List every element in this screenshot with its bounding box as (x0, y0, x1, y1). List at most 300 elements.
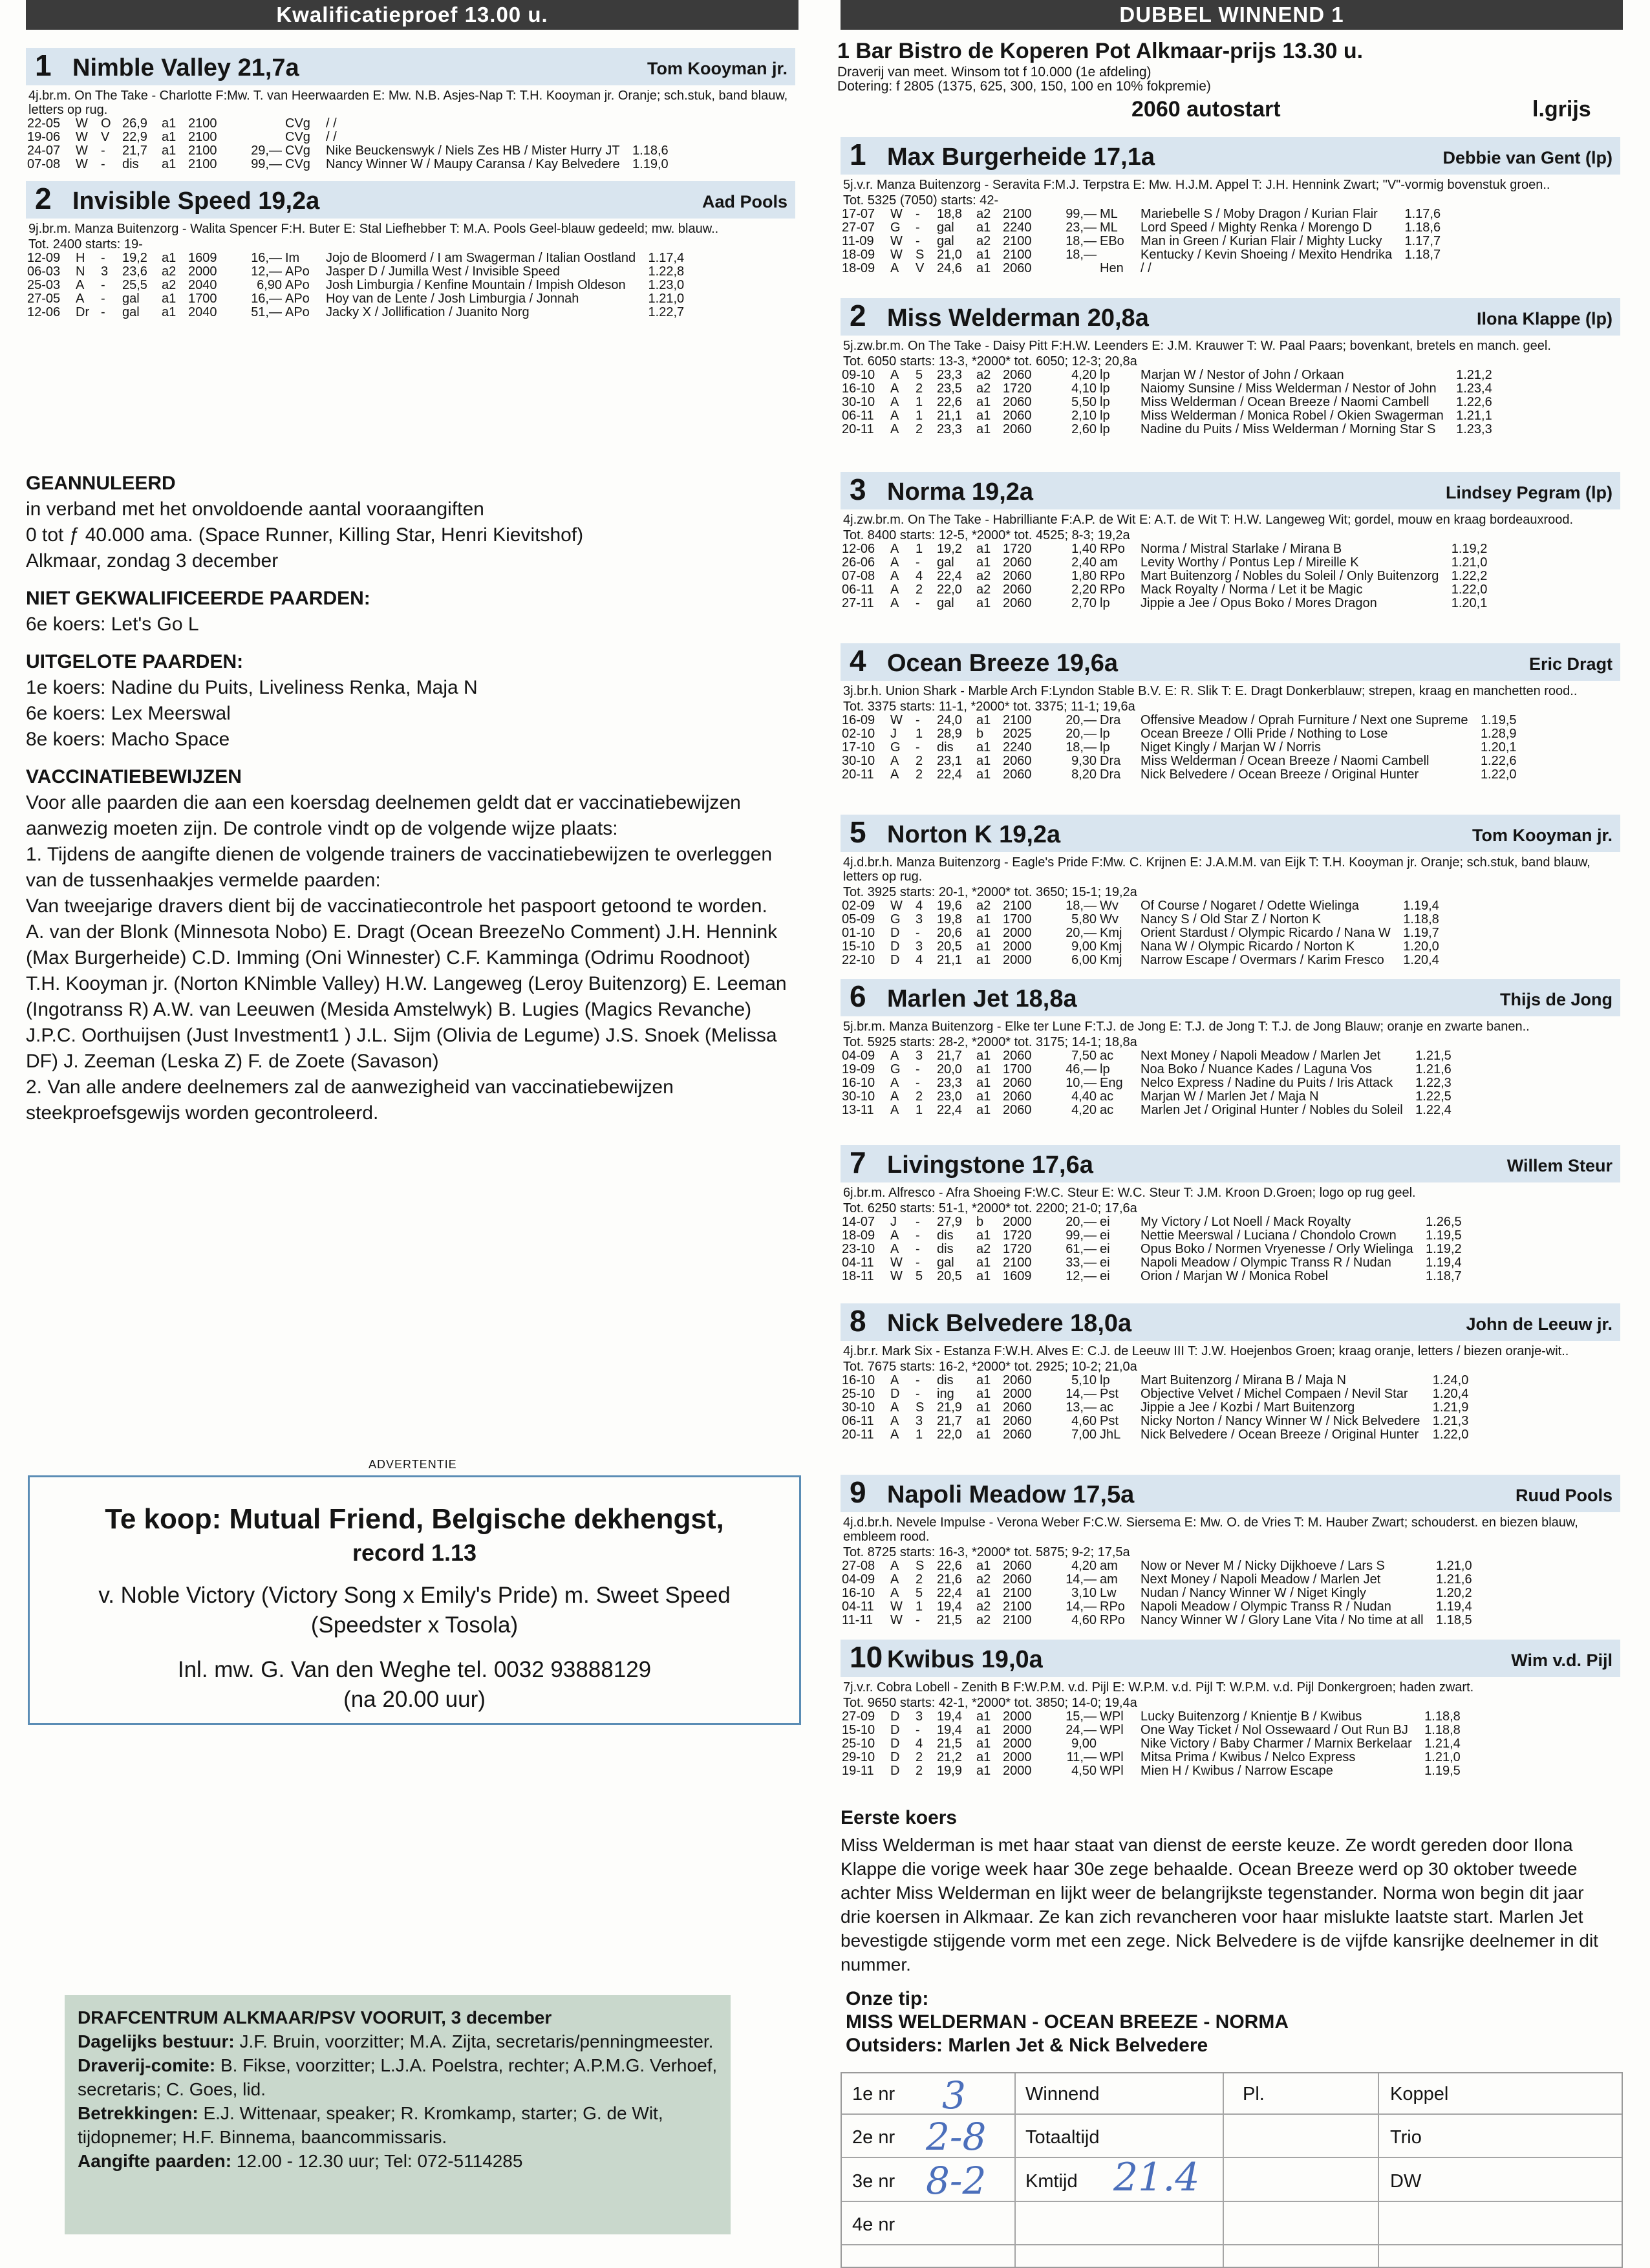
race-history-cell: - (101, 251, 105, 265)
ad-title: Te koop: Mutual Friend, Belgische dekhengst, (105, 1503, 724, 1535)
race-history-cell: a2 (976, 1572, 991, 1587)
race-history-cell: 4,50 (1071, 1764, 1097, 1778)
race-history-cell: a2 (976, 899, 991, 913)
race-history-cell: 13,— (1066, 1400, 1097, 1415)
race-history-cell: 27-08 (842, 1559, 875, 1573)
driver-name: Ruud Pools (1516, 1486, 1612, 1505)
race-history-cell: ei (1100, 1269, 1110, 1283)
race-history-cell: A (890, 1559, 899, 1573)
race-history-cell: Jippie a Jee / Kozbi / Mart Buitenzorg (1141, 1400, 1355, 1415)
race-history-cell: ei (1100, 1256, 1110, 1270)
race-history-cell: - (916, 220, 920, 235)
race-history-cell: 2040 (188, 305, 217, 319)
race-history-cell: / / (326, 116, 337, 131)
grid-row-label: 4e nr (852, 2214, 895, 2235)
horse-entry (841, 643, 1620, 782)
race-history-cell: 15,— (1066, 1709, 1097, 1724)
race-history-cell: 04-11 (842, 1256, 874, 1270)
race-history-cell: - (916, 740, 920, 754)
eerste-koers (841, 1807, 1616, 1976)
race-history-cell: 4,20 (1071, 1103, 1097, 1117)
race-history-row (842, 926, 1442, 940)
race-history-cell: 2060 (1003, 1414, 1032, 1428)
race-history-cell: Mariebelle S / Moby Dragon / Kurian Flair (1141, 207, 1378, 221)
onze-tip (846, 1988, 1609, 2057)
ad-label: ADVERTENTIE (369, 1458, 457, 1471)
race-history-cell: 5,10 (1071, 1373, 1097, 1387)
driver-name: Ilona Klappe (lp) (1476, 309, 1612, 328)
horse-title-bar (841, 298, 1620, 336)
race-history-cell: 2,20 (1071, 583, 1097, 597)
race-history-row (842, 1090, 1455, 1104)
race-history-cell: 4,20 (1071, 1559, 1097, 1573)
race-history-cell: WPl (1100, 1723, 1124, 1737)
race-history-row (842, 583, 1490, 597)
uitgeloot-line: 8e koers: Macho Space (26, 729, 230, 750)
race-history-cell: A (890, 596, 899, 610)
race-history-cell: 27-11 (842, 596, 874, 610)
race-history-cell: 3 (916, 939, 923, 954)
grid-right-label: Koppel (1390, 2084, 1449, 2104)
race-history-cell: Kmj (1100, 939, 1122, 954)
race-history-cell: Pst (1100, 1387, 1119, 1401)
race-history-row (842, 597, 1490, 610)
race-history-cell: APo (285, 292, 310, 306)
race-history-row (842, 754, 1520, 768)
race-history-cell: a1 (976, 1559, 991, 1573)
race-history-cell: 18,— (1066, 234, 1097, 248)
horse-stats: Tot. 9650 starts: 42-1, *2000* tot. 3850; 14-0; 19,4a (843, 1696, 1137, 1710)
race-history-cell: Nike Beuckenswyk / Niels Zes HB / Mister Hurry JT (326, 144, 620, 158)
race-history-cell: 1.18,8 (1403, 912, 1439, 926)
race-history-cell: 19-11 (842, 1764, 874, 1778)
race-history-cell: Marjan W / Nestor of John / Orkaan (1141, 368, 1344, 382)
race-history-cell: 2100 (1003, 1586, 1032, 1600)
race-history-cell: 2060 (1003, 596, 1032, 610)
race-history-cell: ac (1100, 1089, 1114, 1104)
race-history-cell: 2100 (188, 157, 217, 171)
race-history-cell: 1.18,7 (1426, 1269, 1462, 1283)
race-history-cell: 19,6 (937, 899, 962, 913)
race-history-cell: O (101, 116, 111, 131)
race-history-cell: 2060 (1003, 1400, 1032, 1415)
race-history-cell: 18,— (1066, 740, 1097, 754)
race-history-cell: 2000 (1003, 1215, 1032, 1229)
race-history-cell: 06-03 (27, 264, 61, 279)
race-history-cell: S (916, 1559, 925, 1573)
race-history-cell: 2 (916, 1764, 923, 1778)
race-history-cell: 02-10 (842, 727, 875, 741)
race-history-cell: 19-09 (842, 1062, 875, 1076)
horse-pedigree: 4j.zw.br.m. On The Take - Habrilliante F:A.P. de Wit E: A.T. de Wit T: H.W. Langeweg Wit; gordel, mouw en kraag bordeauxrood. (843, 513, 1574, 527)
race-history-cell: a1 (976, 740, 991, 754)
race-history-cell: 18-09 (842, 1228, 875, 1243)
race-history-cell: 1700 (1003, 912, 1032, 926)
race-history-row (842, 1374, 1472, 1387)
uitgeloot-line: 6e koers: Lex Meerswal (26, 703, 231, 724)
horse-name: Max Burgerheide 17,1a (887, 144, 1155, 171)
race-history-cell: D (890, 1737, 900, 1751)
race-history-cell: Nick Belvedere / Ocean Breeze / Original Hunter (1141, 767, 1419, 782)
race-history-cell: a1 (976, 939, 991, 954)
race-history-cell: 04-11 (842, 1599, 874, 1614)
horse-pedigree: 4j.d.br.h. Manza Buitenzorg - Eagle's Pride F:Mw. C. Krijnen E: J.A.M.M. van Eijk T: T.H. Kooyman jr. Oranje; sch.stuk, band blauw, letters op rug. (843, 855, 1591, 884)
drafcentrum-line: Draverij-comite: B. Fikse, voorzitter; L.J.A. Poelstra, rechter; A.P.M.G. Verhoef, secretaris; C. Goes, lid. (78, 2055, 718, 2099)
race-history-cell: 20,5 (937, 939, 962, 954)
horse-title-bar (26, 181, 795, 219)
race-history-cell (1047, 262, 1100, 275)
race-history-cell: a1 (162, 116, 177, 131)
grid-row-label: 3e nr (852, 2171, 895, 2192)
race-history-cell: 01-10 (842, 926, 875, 940)
tip-outsiders: Outsiders: Marlen Jet & Nick Belvedere (846, 2035, 1208, 2056)
grid-right-label: Trio (1390, 2127, 1422, 2148)
race-history-cell: Wv (1100, 912, 1119, 926)
horse-name: Nimble Valley 21,7a (72, 54, 299, 81)
race-history-cell: 1.23,0 (648, 278, 685, 292)
horse-entry (26, 181, 795, 319)
horse-name: Livingstone 17,6a (887, 1151, 1093, 1179)
race-history-cell: J (890, 1215, 897, 1229)
grid-mid-label: Winnend (1025, 2084, 1100, 2104)
race-history-cell: 20,0 (937, 1062, 962, 1076)
race-history-cell: 99,— (1066, 1228, 1097, 1243)
race-history-row (842, 221, 1444, 235)
race-history-cell: Dr (76, 305, 90, 319)
race-history-cell: W (76, 144, 88, 158)
race-history-cell: a1 (976, 1103, 991, 1117)
horse-info (841, 339, 1620, 369)
race-history-cell: Mien H / Kwibus / Narrow Escape (1141, 1764, 1333, 1778)
race-history-cell: 2060 (1003, 422, 1032, 436)
race-history-table (842, 1374, 1472, 1442)
race-history-cell: a1 (976, 1089, 991, 1104)
ad-record: record 1.13 (352, 1539, 477, 1566)
race-history-cell: - (916, 1613, 920, 1627)
race-history-cell: dis (937, 1373, 954, 1387)
race-history-cell: 09-10 (842, 368, 875, 382)
race-history-cell: N (76, 264, 85, 279)
race-history-cell: 1.19,4 (1403, 899, 1439, 913)
race-history-cell: 1 (916, 1599, 923, 1614)
race-history-cell: 1 (916, 1103, 923, 1117)
horse-entry (841, 1475, 1620, 1627)
drafcentrum-line: Dagelijks bestuur: J.F. Bruin, voorzitter; M.A. Zijta, secretaris/penningmeester. (78, 2031, 714, 2051)
race-history-cell: 2000 (1003, 1750, 1032, 1764)
horse-number: 2 (35, 182, 52, 215)
race-history-cell (1100, 1737, 1141, 1751)
race-history-cell: 22,0 (937, 1428, 962, 1442)
race-history-cell: 4,20 (1071, 368, 1097, 382)
race-history-cell: a1 (976, 1586, 991, 1600)
horse-name: Marlen Jet 18,8a (887, 985, 1077, 1012)
race-history-cell: W (890, 234, 903, 248)
race-history-cell: A (890, 767, 899, 782)
race-history-cell: Napoli Meadow / Olympic Transs R / Nudan (1141, 1256, 1391, 1270)
race-history-cell: A (76, 292, 85, 306)
race-history-cell: 1.22,0 (1480, 767, 1517, 782)
race-history-cell: am (1100, 1572, 1118, 1587)
race-history-cell: Of Course / Nogaret / Odette Wielinga (1141, 899, 1359, 913)
race-history-cell: 1.21,1 (1456, 409, 1492, 423)
race-history-cell: 07-08 (27, 157, 61, 171)
race-history-cell: CVg (285, 144, 310, 158)
race-history-cell: 30-10 (842, 395, 875, 409)
race-history-cell: a2 (976, 207, 991, 221)
race-history-cell: A (890, 1572, 899, 1587)
race-history-cell: Dra (1100, 754, 1121, 768)
race-history-cell: - (916, 1373, 920, 1387)
race-history-row (842, 1764, 1464, 1778)
race-history-cell: - (916, 1242, 920, 1256)
grid-pl-label: Pl. (1243, 2084, 1265, 2104)
race-history-cell: ei (1100, 1228, 1110, 1243)
horse-number: 4 (850, 644, 866, 678)
race-history-cell: 23,— (1066, 220, 1097, 235)
race-history-row (842, 1243, 1465, 1256)
race-history-cell: Next Money / Napoli Meadow / Marlen Jet (1141, 1572, 1381, 1587)
race-history-cell: a2 (976, 381, 991, 396)
race-history-cell: 7,00 (1071, 1428, 1097, 1442)
race-history-cell: a1 (976, 261, 991, 275)
race-history-cell: One Way Ticket / Nol Ossewaard / Out Run BJ (1141, 1723, 1408, 1737)
race-history-cell: 1.17,6 (1404, 207, 1441, 221)
race-history-cell: lp (1100, 740, 1110, 754)
horse-title-bar (841, 1145, 1620, 1182)
race-history-cell: 16,— (251, 251, 282, 265)
race-title: 1 Bar Bistro de Koperen Pot Alkmaar-prijs 13.30 u. (837, 39, 1364, 63)
race-history-cell: - (916, 234, 920, 248)
race-history-cell: 25-10 (842, 1737, 875, 1751)
race-history-cell: 1.22,2 (1451, 569, 1488, 583)
race-history-cell: Pst (1100, 1414, 1119, 1428)
race-history-cell: 19,8 (937, 912, 962, 926)
horse-number: 7 (850, 1146, 866, 1179)
notices (26, 471, 789, 1126)
race-history-cell: a1 (976, 1373, 991, 1387)
race-history-cell: EBo (1100, 234, 1124, 248)
race-history-cell: 2 (916, 1750, 923, 1764)
race-history-cell: Kentucky / Kevin Shoeing / Mexito Hendrika (1141, 248, 1393, 262)
race-history-cell: 21,1 (937, 409, 962, 423)
race-history-cell: 2000 (1003, 1737, 1032, 1751)
race-history-cell: 2 (916, 583, 923, 597)
race-history-cell: W (890, 248, 903, 262)
race-history-row (842, 369, 1495, 382)
race-history-cell: 21,7 (937, 1049, 962, 1063)
race-history-cell: 61,— (1066, 1242, 1097, 1256)
race-history-cell: 19-06 (27, 130, 61, 144)
race-history-cell: a1 (976, 1750, 991, 1764)
race-history-cell: a1 (976, 1764, 991, 1778)
race-history-cell (233, 117, 285, 131)
driver-name: Lindsey Pegram (lp) (1445, 483, 1612, 502)
horse-pedigree: 5j.br.m. Manza Buitenzorg - Elke ter Lune F:T.J. de Jong E: T.J. de Jong T: T.J. de Jong Blauw; oranje en zwarte banen.. (843, 1020, 1530, 1034)
race-history-cell: 1.21,2 (1456, 368, 1492, 382)
eerste-koers-title: Eerste koers (841, 1807, 958, 1828)
race-history-cell: RPo (1100, 1599, 1125, 1614)
horse-name: Invisible Speed 19,2a (72, 187, 320, 215)
race-history-cell: 5,50 (1071, 395, 1097, 409)
drafcentrum-line: Betrekkingen: E.J. Wittenaar, speaker; R. Kromkamp, starter; G. de Wit, tijdopnemer; H.F. Binnema, baancommissaris. (78, 2103, 663, 2147)
horse-pedigree: 4j.d.br.h. Nevele Impulse - Verona Weber F:C.W. Siersema E: Mw. O. de Vries T: M. Hauber Zwart; schouderst. en biezen blauw, embleem rood. (843, 1515, 1578, 1544)
tip-title: Onze tip: (846, 1988, 929, 2009)
race-history-cell: A (890, 395, 899, 409)
race-history-cell: Eng (1100, 1076, 1123, 1090)
track-condition: l.grijs (1532, 97, 1591, 122)
race-history-cell: a2 (162, 278, 177, 292)
race-history-cell: - (916, 1062, 920, 1076)
race-history-cell: 2100 (188, 116, 217, 131)
race-history-cell: a1 (976, 1737, 991, 1751)
race-history-cell: Nettie Meerswal / Luciana / Chondolo Crown (1141, 1228, 1397, 1243)
race-history-cell: 22-10 (842, 953, 875, 967)
race-history-cell: dis (937, 1228, 954, 1243)
race-history-cell: gal (937, 220, 954, 235)
race-history-cell: 1 (916, 542, 923, 556)
race-history-row (842, 235, 1444, 248)
race-history-cell: 1.20,4 (1432, 1387, 1469, 1401)
race-history-cell: 1.19,5 (1424, 1764, 1461, 1778)
race-history-cell: 11-11 (842, 1613, 873, 1627)
race-history-cell: 22,4 (937, 767, 962, 782)
horse-stats: Tot. 2400 starts: 19- (28, 237, 143, 251)
race-history-row (842, 1229, 1465, 1243)
race-history-cell: Nancy Winner W / Glory Lane Vita / No time at all (1141, 1613, 1424, 1627)
race-history-cell: 3 (916, 1414, 923, 1428)
race-history-cell: 1.21,4 (1424, 1737, 1461, 1751)
race-history-cell: - (916, 596, 920, 610)
race-history-cell: 10,— (1066, 1076, 1097, 1090)
race-history-row (842, 1049, 1455, 1063)
race-history-row (842, 1104, 1455, 1117)
race-history-cell: Lord Speed / Mighty Renka / Morengo D (1141, 220, 1372, 235)
race-history-cell: dis (937, 740, 954, 754)
ad-contact: Inl. mw. G. Van den Weghe tel. 0032 93888129 (177, 1657, 652, 1682)
race-history-cell: Mart Buitenzorg / Mirana B / Maja N (1141, 1373, 1346, 1387)
race-history-cell: 3,10 (1071, 1586, 1097, 1600)
race-history-row (27, 292, 687, 306)
race-history-cell: a1 (976, 713, 991, 727)
race-history-cell: Nick Belvedere / Ocean Breeze / Original Hunter (1141, 1428, 1419, 1442)
race-history-table (842, 1559, 1475, 1627)
race-history-cell: A (890, 754, 899, 768)
race-history-cell: Marjan W / Marlen Jet / Maja N (1141, 1089, 1319, 1104)
race-history-row (842, 940, 1442, 954)
race-history-cell: a2 (162, 264, 177, 279)
race-history-cell: 51,— (251, 305, 282, 319)
horse-number: 10 (850, 1640, 883, 1674)
horse-number: 2 (850, 299, 866, 332)
race-history-cell: My Victory / Lot Noell / Mack Royalty (1141, 1215, 1351, 1229)
race-history-cell: 4,40 (1071, 1089, 1097, 1104)
race-history-cell: dis (937, 1242, 954, 1256)
grid-row-label: 2e nr (852, 2127, 895, 2148)
race-history-cell: Jacky X / Jollification / Juanito Norg (326, 305, 530, 319)
horse-entry (841, 1145, 1620, 1283)
race-history-table (842, 1215, 1465, 1283)
race-history-cell: 5 (916, 1586, 923, 1600)
race-history-cell: 1720 (1003, 1228, 1032, 1243)
race-history-cell: Jippie a Jee / Opus Boko / Mores Dragon (1141, 596, 1377, 610)
horse-entry (841, 1640, 1620, 1778)
race-history-cell: 15-10 (842, 939, 875, 954)
race-history-cell: 29,— (251, 144, 282, 158)
race-history-cell: G (890, 1062, 901, 1076)
driver-name: Eric Dragt (1528, 654, 1612, 674)
driver-name: John de Leeuw jr. (1466, 1314, 1612, 1334)
race-history-cell: 1.22,8 (648, 264, 685, 279)
race-history-cell: Nancy Winner W / Maupy Caransa / Kay Belvedere (326, 157, 620, 171)
race-history-cell: 30-10 (842, 1400, 875, 1415)
horse-title-bar (841, 815, 1620, 852)
horse-stats: Tot. 3375 starts: 11-1, *2000* tot. 3375; 11-1; 19,6a (843, 700, 1135, 714)
horse-stats: Tot. 6050 starts: 13-3, *2000* tot. 6050; 12-3; 20,8a (843, 354, 1137, 369)
race-history-cell: 2060 (1003, 1572, 1032, 1587)
race-history-cell: - (916, 1215, 920, 1229)
horse-number: 9 (850, 1475, 866, 1509)
race-history-cell: 11-09 (842, 234, 874, 248)
race-history-cell: 23,3 (937, 422, 962, 436)
race-history-cell: Nana W / Olympic Ricardo / Norton K (1141, 939, 1355, 954)
race-history-cell: A (890, 1428, 899, 1442)
drafcentrum-line: Aangifte paarden: 12.00 - 12.30 uur; Tel: 072-5114285 (78, 2151, 523, 2171)
race-history-cell: a2 (976, 234, 991, 248)
race-history-cell: Mart Buitenzorg / Nobles du Soleil / Only Buitenzorg (1141, 569, 1439, 583)
race-history-row (842, 1428, 1472, 1442)
race-history-row (842, 714, 1520, 727)
race-history-cell: 30-10 (842, 1089, 875, 1104)
race-history-cell: 2,70 (1071, 596, 1097, 610)
race-history-cell: Wv (1100, 899, 1119, 913)
race-history-cell: 2060 (1003, 1559, 1032, 1573)
race-history-cell: 1.21,0 (1435, 1559, 1472, 1573)
race-history-cell: G (890, 740, 901, 754)
race-history-table (842, 369, 1495, 436)
race-history-cell: 7,50 (1071, 1049, 1097, 1063)
race-history-cell: 1609 (188, 251, 217, 265)
race-history-cell: 23-10 (842, 1242, 875, 1256)
race-history-cell: 1720 (1003, 381, 1032, 396)
race-history-cell: - (916, 1723, 920, 1737)
race-history-cell: 22,4 (937, 1586, 962, 1600)
race-history-cell: A (890, 1103, 899, 1117)
horse-pedigree: 5j.zw.br.m. On The Take - Daisy Pitt F:H.W. Leenders E: J.M. Krauwer T: W. Paal Paars; bovenkant, bretels en manch. geel. (843, 339, 1551, 353)
race-history-cell: a1 (976, 422, 991, 436)
horse-title-bar (841, 979, 1620, 1016)
race-history-cell: A (890, 368, 899, 382)
race-history-cell: 2060 (1003, 1049, 1032, 1063)
race-history-cell: 2 (916, 754, 923, 768)
race-history-row (842, 556, 1490, 570)
horse-name: Ocean Breeze 19,6a (887, 650, 1119, 677)
eerste-koers-text: Miss Welderman is met haar staat van dienst de eerste keuze. Ze wordt gereden door Ilona Klappe die vorige week haar 30e zege behaalde. Ocean Breeze werd op 30 oktober tweede achter Miss Welderman en lijkt weer de belangrijkste tegenstander. Norma won begin dit jaar drie koersen in Alkmaar. Ze kan zich revancheren voor haar mislukte laatste start. Marlen Jet bevestigde stijgende vorm met een zege. Nick Belvedere is de vijfde kansrijke deelnemer in dit nummer. (841, 1835, 1598, 1974)
race-history-cell: 19,9 (937, 1764, 962, 1778)
race-history-cell: APo (285, 278, 310, 292)
race-history-cell: RPo (1100, 1613, 1125, 1627)
race-history-cell: 1.19,4 (1435, 1599, 1472, 1614)
race-history-cell: a1 (976, 395, 991, 409)
race-history-cell: Nelco Express / Nadine du Puits / Iris Attack (1141, 1076, 1393, 1090)
race-history-cell: 2000 (188, 264, 217, 279)
race-history-row (842, 1710, 1464, 1724)
race-conditions: Draverij van meet. Winsom tot f 10.000 (1e afdeling) (837, 65, 1152, 80)
race-history-cell: 1.22,6 (1456, 395, 1492, 409)
niet-gekwal-title: NIET GEKWALIFICEERDE PAARDEN: (26, 588, 370, 609)
race-history-row (842, 1587, 1475, 1600)
race-history-cell: 04-09 (842, 1049, 875, 1063)
race-history-cell: 22,6 (937, 395, 962, 409)
